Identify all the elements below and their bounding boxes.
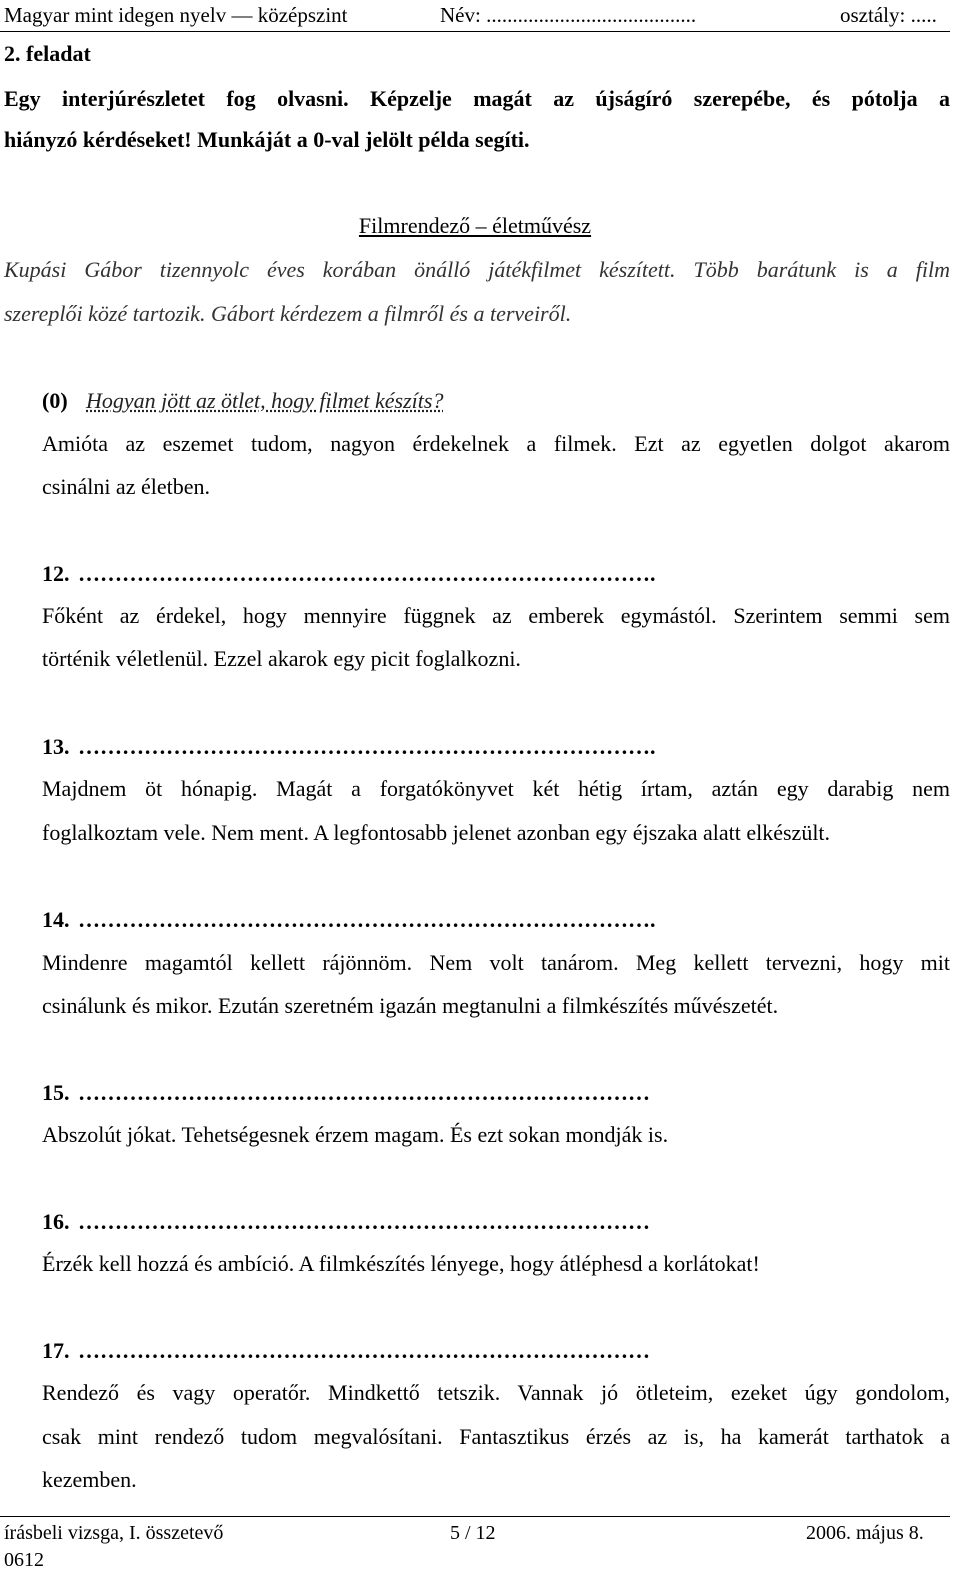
header-name-field: Név: ........................................: [440, 3, 697, 27]
footer-rule: [0, 1516, 950, 1517]
task-title: 2. feladat: [4, 41, 91, 66]
answer-line: történik véletlenül. Ezzel akarok egy picit foglalkozni.: [42, 646, 521, 671]
answer-line: foglalkoztam vele. Nem ment. A legfontosabb jelenet azonban egy éjszaka alatt elkészült.: [42, 820, 831, 845]
footer-exam-type: írásbeli vizsga, I. összetevő: [4, 1522, 224, 1544]
answer-line: Abszolút jókat. Tehetségesnek érzem magam. És ezt sokan mondják is.: [42, 1122, 669, 1147]
question-number: 17.: [42, 1338, 70, 1363]
question-number: 13.: [42, 734, 70, 759]
task-instruction-line: Egy interjúrészletet fog olvasni. Képzelje magát az újságíró szerepébe, és pótolja a: [4, 86, 950, 111]
question-number: 15.: [42, 1080, 70, 1105]
article-intro-line: szereplői közé tartozik. Gábort kérdezem a filmről és a terveiről.: [4, 301, 572, 326]
footer-date: 2006. május 8.: [806, 1522, 924, 1544]
answer-line: Érzék kell hozzá és ambíció. A filmkészítés lényege, hogy átléphesd a korlátokat!: [42, 1251, 760, 1276]
question-number: 14.: [42, 907, 70, 932]
header-rule: [0, 31, 950, 32]
answer-line: kezemben.: [42, 1467, 137, 1492]
example-answer-line: csinálni az életben.: [42, 474, 210, 499]
footer-page-number: 5 / 12: [450, 1522, 496, 1544]
answer-line: csak mint rendező tudom megvalósítani. Fantasztikus érzés az is, ha kamerát tarthatok a: [42, 1424, 950, 1449]
question-blank: …………………………………………………………………….: [78, 561, 656, 586]
example-number: (0): [42, 388, 68, 413]
example-answer-line: Amióta az eszemet tudom, nagyon érdekelnek a filmek. Ezt az egyetlen dolgot akarom: [42, 431, 950, 456]
task-instruction-line: hiányzó kérdéseket! Munkáját a 0-val jelölt példa segíti.: [4, 127, 530, 152]
question-blank: ……………………………………………………………………: [78, 1338, 650, 1363]
question-number: 12.: [42, 561, 70, 586]
footer-code: 0612: [4, 1549, 44, 1571]
question-number: 16.: [42, 1209, 70, 1234]
header-class-field: osztály: .....: [840, 3, 937, 27]
question-blank: …………………………………………………………………….: [78, 907, 656, 932]
question-blank: …………………………………………………………………….: [78, 734, 656, 759]
question-blank: ……………………………………………………………………: [78, 1209, 650, 1234]
example-question: Hogyan jött az ötlet, hogy filmet készíts?: [86, 388, 444, 413]
answer-line: Főként az érdekel, hogy mennyire függnek az emberek egymástól. Szerintem semmi sem: [42, 603, 950, 628]
article-intro-line: Kupási Gábor tizennyolc éves korában önálló játékfilmet készített. Több barátunk is a film: [4, 257, 950, 282]
header-exam-title: Magyar mint idegen nyelv — középszint: [4, 3, 348, 27]
answer-line: Rendező és vagy operatőr. Mindkettő tetszik. Vannak jó ötleteim, ezeket úgy gondolom,: [42, 1380, 950, 1405]
answer-line: Majdnem öt hónapig. Magát a forgatókönyvet két hétig írtam, aztán egy darabig nem: [42, 776, 950, 801]
question-blank: ……………………………………………………………………: [78, 1080, 650, 1105]
answer-line: Mindenre magamtól kellett rájönnöm. Nem volt tanárom. Meg kellett tervezni, hogy mit: [42, 950, 950, 975]
answer-line: csinálunk és mikor. Ezután szeretném igazán megtanulni a filmkészítés művészetét.: [42, 993, 779, 1018]
article-title: Filmrendező – életművész: [358, 213, 592, 238]
